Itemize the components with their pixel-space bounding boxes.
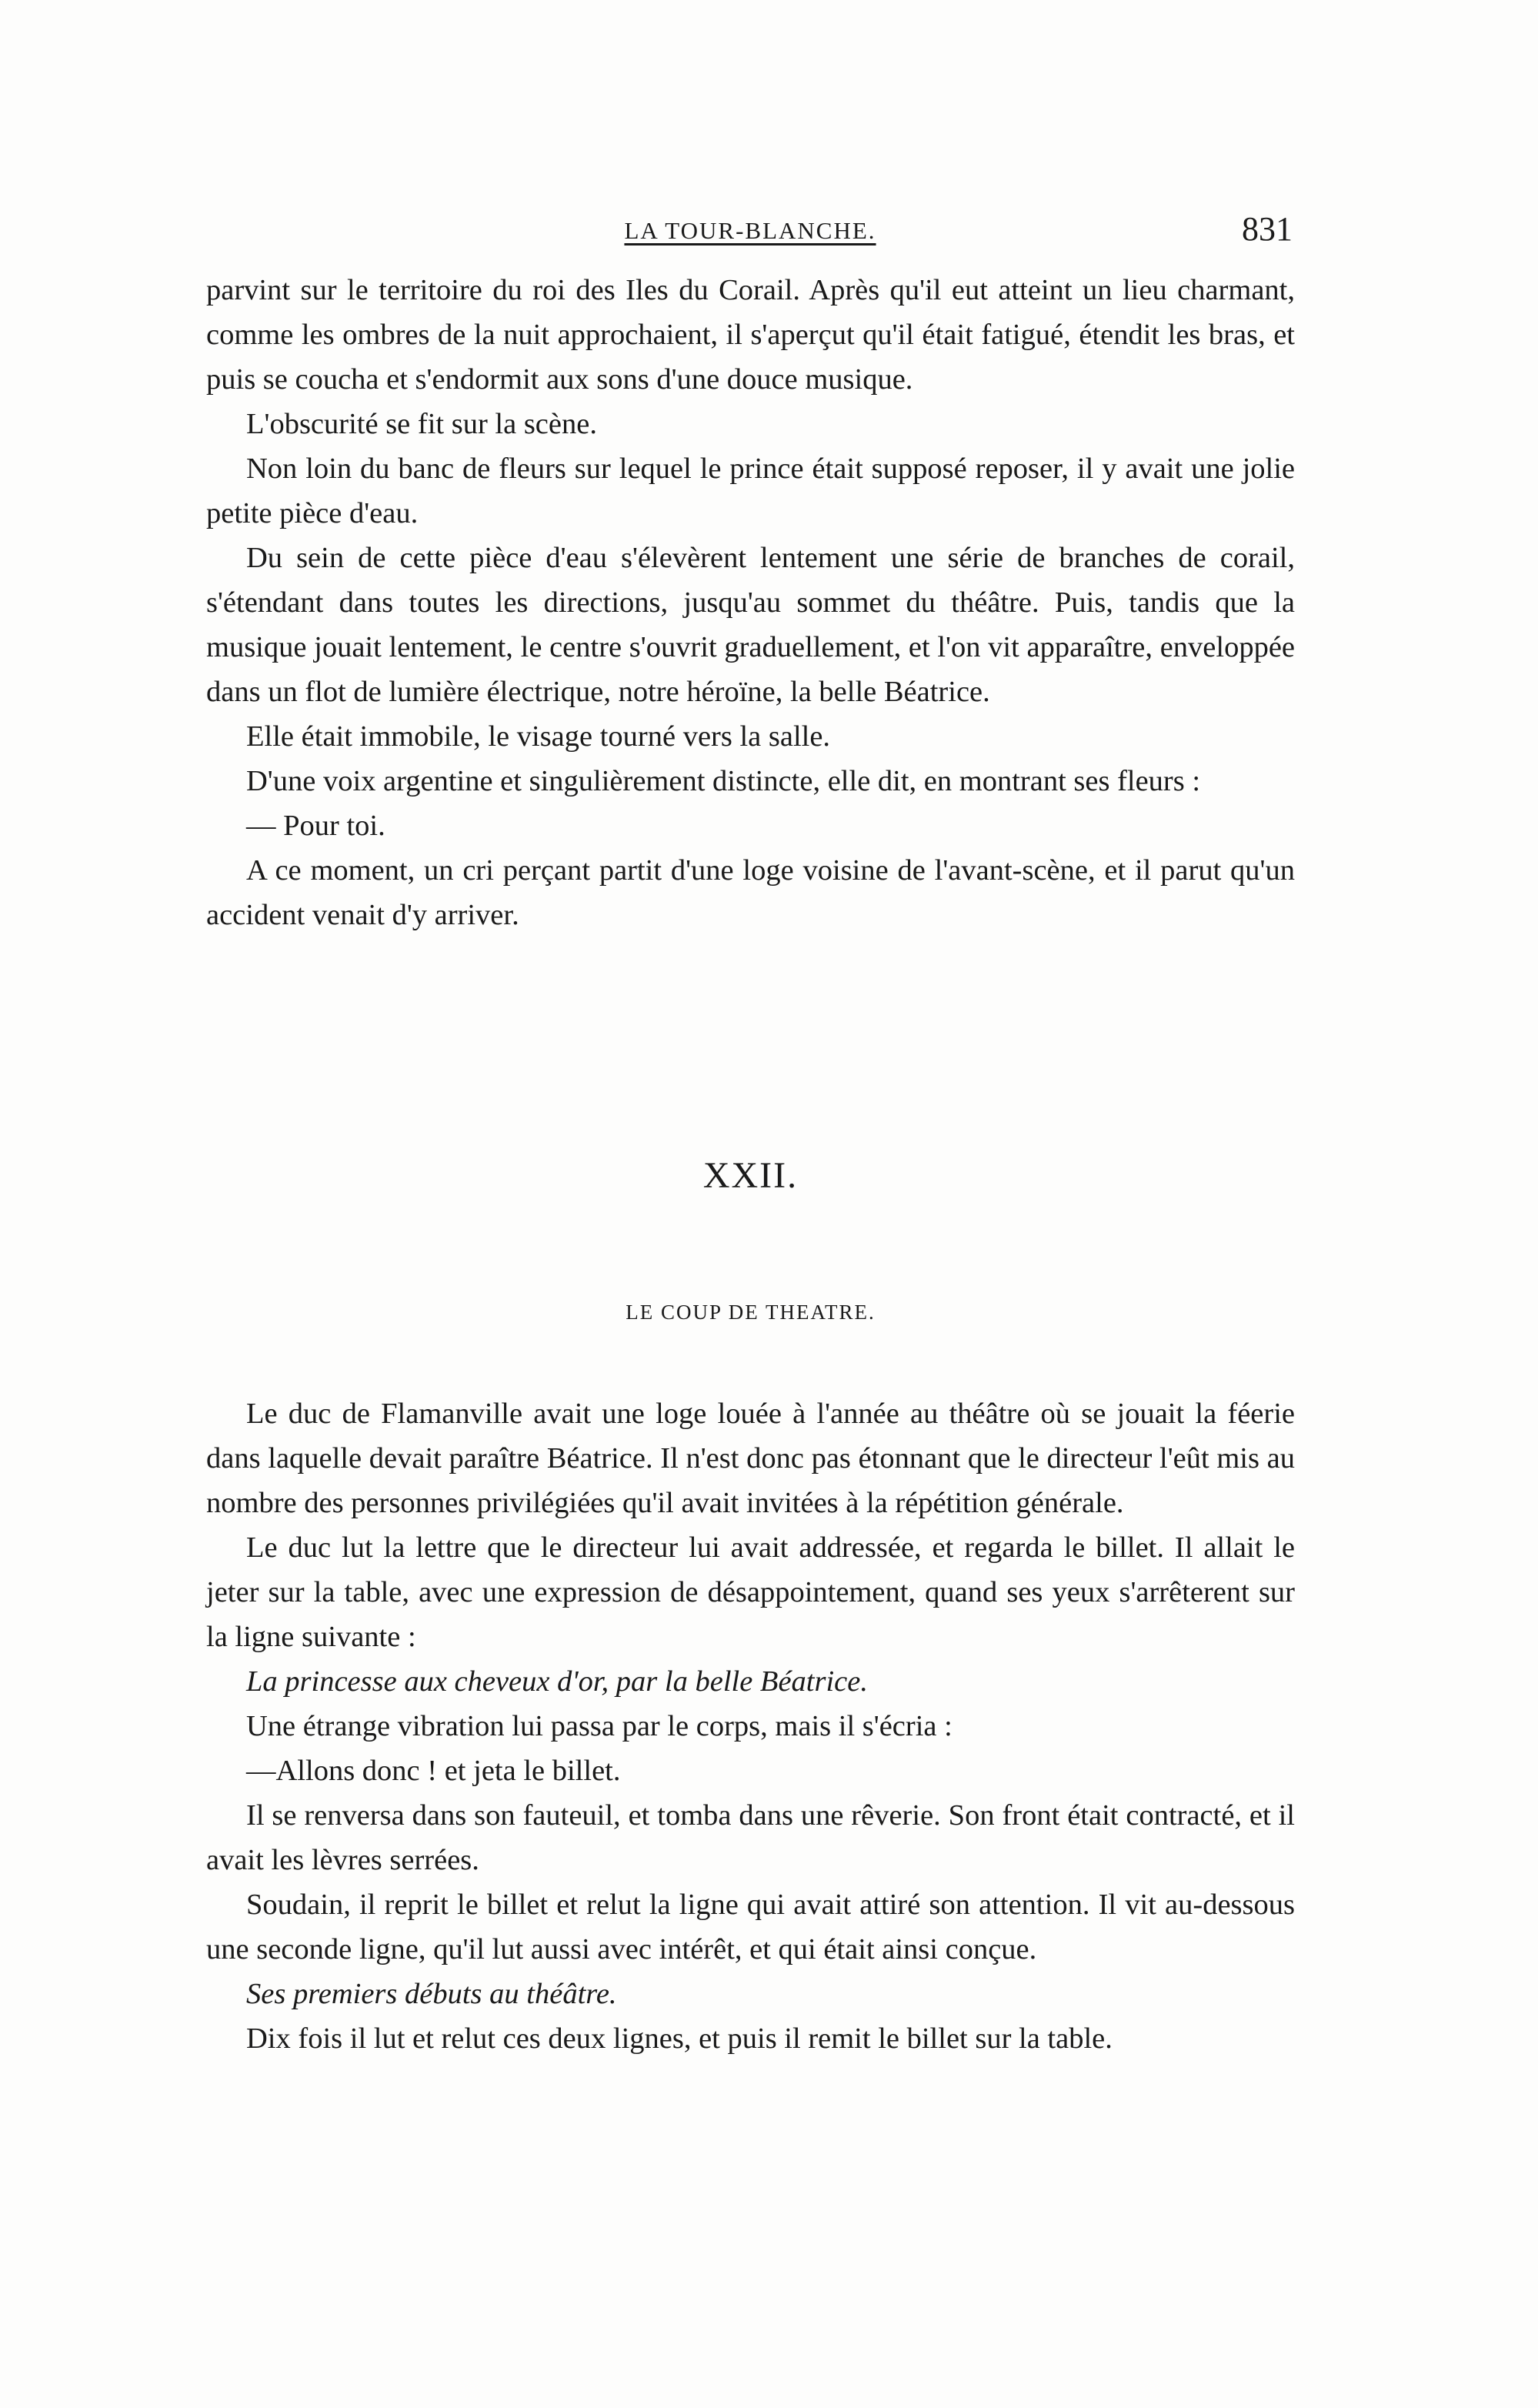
paragraph: Une étrange vibration lui passa par le corps, mais il s'écria : <box>246 1710 952 1742</box>
paragraph-dialogue: — Pour toi. <box>246 810 385 842</box>
paragraph-italic <box>206 1972 1295 2016</box>
paragraph: Non loin du banc de fleurs sur lequel le prince était supposé reposer, il y avait une jolie petite pièce d'eau. <box>206 453 1295 529</box>
text-block-2 <box>206 1391 1295 2061</box>
paragraph-dialogue: —Allons donc ! et jeta le billet. <box>246 1755 621 1787</box>
paragraph: Du sein de cette pièce d'eau s'élevèrent lentement une série de branches de corail, s'étendant dans toutes les directions, jusqu'au sommet du théâtre. Puis, tandis que la musique jouait lentement, le centre s'ouvrit graduellement, et l'on vit apparaître, enveloppée dans un flot de lumière électrique, notre héroïne, la belle Béatrice. <box>206 542 1295 708</box>
paragraph: Il se renversa dans son fauteuil, et tomba dans une rêverie. Son front était contracté, et il avait les lèvres serrées. <box>206 1799 1295 1876</box>
running-title: LA TOUR-BLANCHE. <box>624 217 876 244</box>
paragraph: Elle était immobile, le visage tourné vers la salle. <box>246 720 831 753</box>
text-block-1 <box>206 268 1295 937</box>
paragraph: Soudain, il reprit le billet et relut la ligne qui avait attiré son attention. Il vit au-dessous une seconde ligne, qu'il lut aussi avec intérêt, et qui était ainsi conçue. <box>206 1889 1295 1965</box>
paragraph: Le duc lut la lettre que le directeur lui avait addressée, et regarda le billet. Il allait le jeter sur la table, avec une expression de désappointement, quand ses yeux s'arrêterent sur la ligne suivante : <box>206 1531 1295 1653</box>
paragraph-continuation: parvint sur le territoire du roi des Iles du Corail. Après qu'il eut atteint un lieu charmant, comme les ombres de la nuit approchaient, il s'aperçut qu'il était fatigué, étendit les bras, et puis se coucha et s'endormit aux sons d'une douce musique. <box>206 274 1295 396</box>
paragraph: Le duc de Flamanville avait une loge louée à l'année au théâtre où se jouait la féerie dans laquelle devait paraître Béatrice. Il n'est donc pas étonnant que le directeur l'eût mis au nombre des personnes privilégiées qu'il avait invitées à la répétition générale. <box>206 1398 1295 1519</box>
paragraph: A ce moment, un cri perçant partit d'une loge voisine de l'avant-scène, et il parut qu'un accident venait d'y arriver. <box>206 854 1295 931</box>
paragraph: D'une voix argentine et singulièrement distincte, elle dit, en montrant ses fleurs : <box>246 765 1201 797</box>
paragraph: Dix fois il lut et relut ces deux lignes, et puis il remit le billet sur la table. <box>246 2022 1113 2055</box>
italic-line: Ses premiers débuts au théâtre. <box>246 1978 617 2010</box>
paragraph-italic <box>206 1659 1295 1704</box>
paragraph: L'obscurité se fit sur la scène. <box>246 408 597 440</box>
running-head <box>208 209 1293 255</box>
italic-line: La princesse aux cheveux d'or, par la belle Béatrice. <box>246 1665 868 1698</box>
page-number: 831 <box>1242 210 1293 248</box>
chapter-title: LE COUP DE THEATRE. <box>626 1301 876 1324</box>
chapter-number: XXII. <box>702 1155 799 1196</box>
